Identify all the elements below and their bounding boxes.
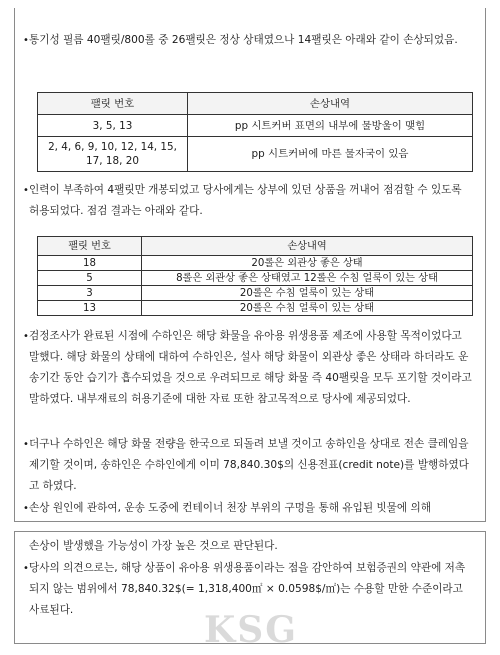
table-cell: 20롤은 수침 얼룩이 있는 상태: [142, 286, 473, 301]
bullet: •: [23, 185, 29, 196]
table-header: 팰릿 번호: [38, 237, 142, 256]
bullet: •: [23, 35, 29, 46]
table-row: [38, 115, 473, 137]
paragraph-text: 통기성 필름 40팰릿/800롤 중 26팰릿은 정상 상태였으나 14팰릿은 아래와 같이 손상되었음.: [29, 34, 458, 46]
table-cell: 18: [38, 256, 142, 271]
paragraph-inspection: [23, 180, 475, 222]
paragraph-text: 검정조사가 완료된 시점에 수하인은 해당 화물을 유아용 위생용품 제조에 사용할 목적이었다고 말했다. 해당 화물의 상태에 대하여 수하인은, 설사 해당 화물이 외관상 좋은 상태라 하더라도 운송기간 동안 습기가 흡수되었을 것으로 우려되므로 해당 화물 즉 40팰릿을 모두 포기할 것이라고 말하였다. 내부재료의 허용기준에 대한 자료 또한 참고목적으로 당사에 제공되었다.: [29, 330, 472, 405]
paragraph-text: 인력이 부족하여 4팰릿만 개봉되었고 당사에게는 상부에 있던 상품을 꺼내어 점검할 수 있도록 허용되었다. 점검 결과는 아래와 같다.: [29, 184, 462, 217]
table-cell: 2, 4, 6, 9, 10, 12, 14, 15, 17, 18, 20: [38, 137, 188, 172]
bullet: •: [23, 331, 29, 342]
table-row: [38, 137, 473, 172]
table-row: [38, 286, 473, 301]
table-header: 손상내역: [188, 93, 473, 115]
table-cell: pp 시트커버에 마른 물자국이 있음: [188, 137, 473, 172]
bullet: •: [23, 563, 29, 574]
table-cell: 8롤은 외관상 좋은 상태였고 12롤은 수침 얼룩이 있는 상태: [142, 271, 473, 286]
paragraph-survey-complete: [23, 326, 475, 410]
watermark-text: KSG: [203, 609, 299, 651]
paragraph-text: 손상 원인에 관하여, 운송 도중에 컨테이너 천장 부위의 구멍을 통해 유입된 빗물에 의해: [29, 502, 431, 514]
table-row: [38, 271, 473, 286]
paragraph-total-loss-claim: [23, 434, 475, 497]
table-header: 팰릿 번호: [38, 93, 188, 115]
table-row: [38, 256, 473, 271]
bullet: •: [23, 503, 29, 514]
table-header: 손상내역: [142, 237, 473, 256]
document-section-1: [14, 8, 486, 522]
damage-table-2: [37, 236, 473, 316]
table-cell: 3, 5, 13: [38, 115, 188, 137]
paragraph-text: 더구나 수하인은 해당 화물 전량을 한국으로 되돌려 보낼 것이고 송하인을 상대로 전손 클레임을 제기할 것이며, 송하인은 수하인에게 이미 78,840.30$의 신용전표(credit note)를 발행하였다고 하였다.: [29, 438, 469, 492]
bullet: •: [23, 439, 29, 450]
paragraph-cause: [23, 498, 475, 519]
table-cell: 13: [38, 301, 142, 316]
paragraph-film-damage: [23, 30, 475, 51]
paragraph-text: 손상이 발생했을 가능성이 가장 높은 것으로 판단된다.: [29, 540, 278, 552]
table-header-row: [38, 237, 473, 256]
watermark-logo: [176, 609, 326, 651]
paragraph-cause-continued: [29, 536, 475, 557]
table-row: [38, 301, 473, 316]
damage-table-1: [37, 92, 473, 172]
table-cell: 20롤은 수침 얼룩이 있는 상태: [142, 301, 473, 316]
table-cell: 5: [38, 271, 142, 286]
table-cell: 20롤은 외관상 좋은 상태: [142, 256, 473, 271]
table-cell: 3: [38, 286, 142, 301]
table-cell: pp 시트커버 표면의 내부에 물방울이 맺힘: [188, 115, 473, 137]
table-header-row: [38, 93, 473, 115]
paragraph-text: 당사의 의견으로는, 해당 상품이 유아용 위생용품이라는 점을 감안하여 보험증권의 약관에 저촉되지 않는 범위에서 78,840.32$(= 1,318,400㎡ × 0.0598$/㎡)는 수용할 만한 수준이라고 사료된다.: [29, 562, 466, 616]
